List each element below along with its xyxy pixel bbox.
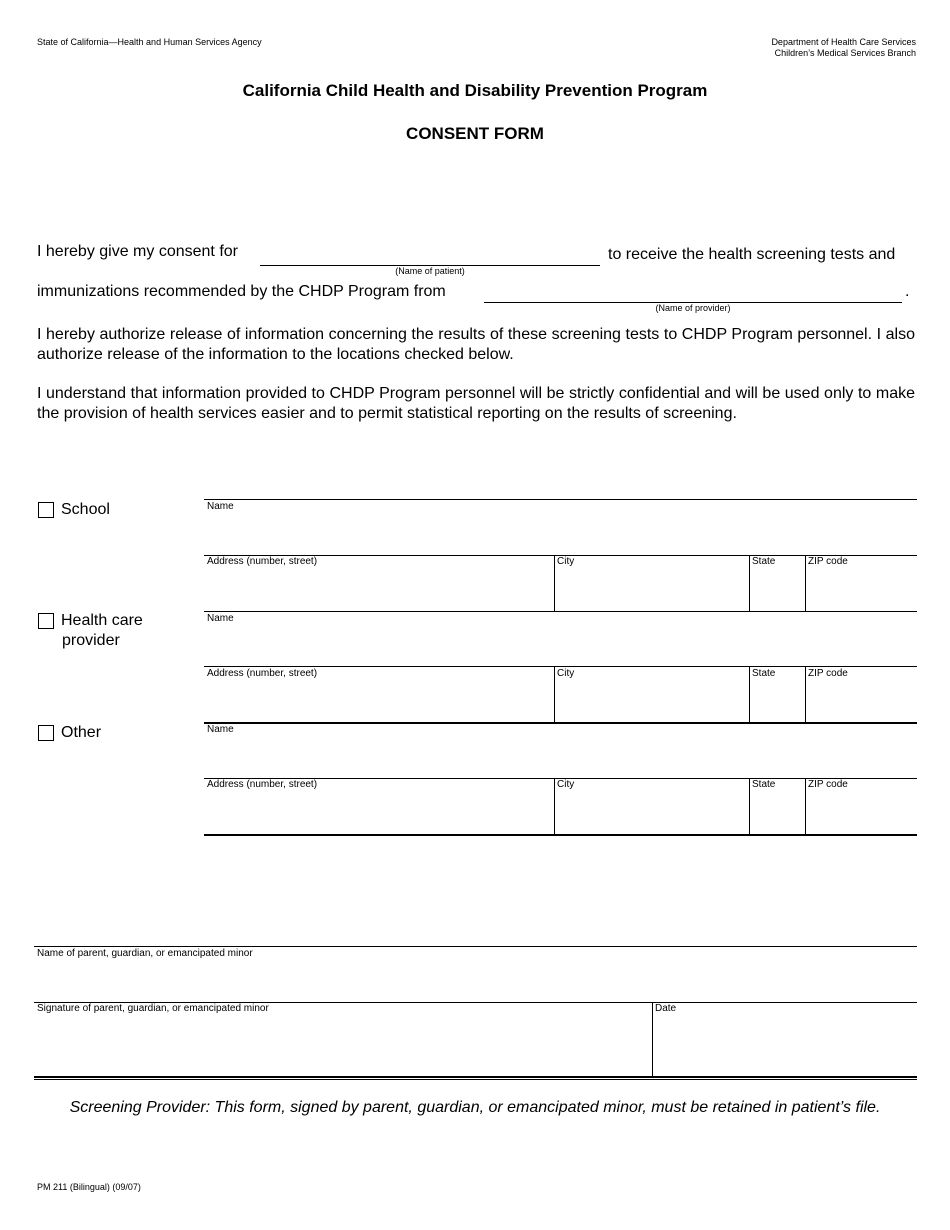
city-divider <box>554 666 555 722</box>
zip-divider <box>805 555 806 611</box>
section-top-border <box>204 722 917 724</box>
signature-block-bottom-border <box>34 1076 917 1078</box>
school-state-label: State <box>752 556 776 567</box>
school-name-label: Name <box>207 501 234 512</box>
parent-name-input[interactable] <box>35 960 916 1001</box>
department-name: Department of Health Care Services <box>771 37 916 47</box>
consent-line2-period: . <box>905 283 910 300</box>
other-checkbox[interactable] <box>38 725 54 741</box>
signature-block-double-border <box>34 1079 917 1080</box>
state-divider <box>749 666 750 722</box>
school-address-input[interactable] <box>205 568 553 610</box>
health-care-provider-checkbox[interactable] <box>38 613 54 629</box>
section-top-border <box>204 499 917 500</box>
other-state-label: State <box>752 779 776 790</box>
agency-header: State of California—Health and Human Services Agency <box>37 37 262 47</box>
provider-city-input[interactable] <box>556 680 748 721</box>
department-header <box>771 37 916 59</box>
patient-name-caption: (Name of patient) <box>395 266 465 276</box>
program-title: California Child Health and Disability Prevention Program <box>242 81 708 100</box>
health-care-provider-label-line2: provider <box>62 632 120 649</box>
parent-signature-input[interactable] <box>35 1015 651 1075</box>
date-label: Date <box>655 1003 677 1014</box>
other-zip-input[interactable] <box>807 791 916 833</box>
school-name-input[interactable] <box>205 513 916 554</box>
state-divider <box>749 778 750 834</box>
provider-name-caption: (Name of provider) <box>655 303 731 313</box>
school-city-label: City <box>557 556 575 567</box>
other-zip-label: ZIP code <box>808 779 848 790</box>
confidential-paragraph: I understand that information provided to CHDP Program personnel will be strictly confidential and will be used only to make the provision of health services easier and to permit statistical reporting on the results of screening. <box>37 385 915 422</box>
school-checkbox-label: School <box>61 501 110 518</box>
consent-line1-suffix: to receive the health screening tests and <box>608 246 896 263</box>
form-number: PM 211 (Bilingual) (09/07) <box>37 1182 141 1192</box>
provider-address-input[interactable] <box>205 680 553 721</box>
school-state-input[interactable] <box>751 568 804 610</box>
provider-city-label: City <box>557 668 575 679</box>
school-zip-input[interactable] <box>807 568 916 610</box>
other-checkbox-label: Other <box>61 724 102 741</box>
school-address-label: Address (number, street) <box>207 556 318 567</box>
signature-block-top-border <box>34 946 917 947</box>
other-state-input[interactable] <box>751 791 804 833</box>
address-row-border <box>204 666 917 667</box>
provider-zip-input[interactable] <box>807 680 916 721</box>
other-city-input[interactable] <box>556 791 748 833</box>
provider-name-input[interactable] <box>205 625 916 665</box>
form-title: CONSENT FORM <box>406 124 544 143</box>
school-zip-label: ZIP code <box>808 556 848 567</box>
city-divider <box>554 555 555 611</box>
consent-line1-prefix: I hereby give my consent for <box>37 243 238 260</box>
city-divider <box>554 778 555 834</box>
provider-name-field[interactable] <box>484 281 902 302</box>
other-address-input[interactable] <box>205 791 553 833</box>
section-top-border <box>204 611 917 612</box>
zip-divider <box>805 778 806 834</box>
provider-zip-label: ZIP code <box>808 668 848 679</box>
provider-state-input[interactable] <box>751 680 804 721</box>
parent-signature-label: Signature of parent, guardian, or emancipated minor <box>37 1003 269 1014</box>
branch-name: Children’s Medical Services Branch <box>774 48 916 58</box>
school-checkbox[interactable] <box>38 502 54 518</box>
authorize-paragraph: I hereby authorize release of information concerning the results of these screening tests to CHDP Program personnel. I also authorize release of the information to the locations checked below. <box>37 326 915 363</box>
date-input[interactable] <box>654 1015 916 1075</box>
health-care-provider-label-line1: Health care <box>61 612 143 629</box>
state-divider <box>749 555 750 611</box>
date-divider <box>652 1002 653 1076</box>
other-name-label: Name <box>207 724 234 735</box>
other-city-label: City <box>557 779 575 790</box>
provider-state-label: State <box>752 668 776 679</box>
zip-divider <box>805 666 806 722</box>
provider-address-label: Address (number, street) <box>207 668 318 679</box>
section-bottom-border <box>204 834 917 836</box>
other-address-label: Address (number, street) <box>207 779 318 790</box>
patient-name-field[interactable] <box>260 244 600 265</box>
consent-line2-prefix: immunizations recommended by the CHDP Program from <box>37 283 446 300</box>
other-name-input[interactable] <box>205 736 916 777</box>
school-city-input[interactable] <box>556 568 748 610</box>
screening-provider-notice: Screening Provider: This form, signed by parent, guardian, or emancipated minor, must be retained in patient’s file. <box>69 1099 881 1116</box>
parent-name-label: Name of parent, guardian, or emancipated minor <box>37 948 253 959</box>
provider-name-label: Name <box>207 613 234 624</box>
